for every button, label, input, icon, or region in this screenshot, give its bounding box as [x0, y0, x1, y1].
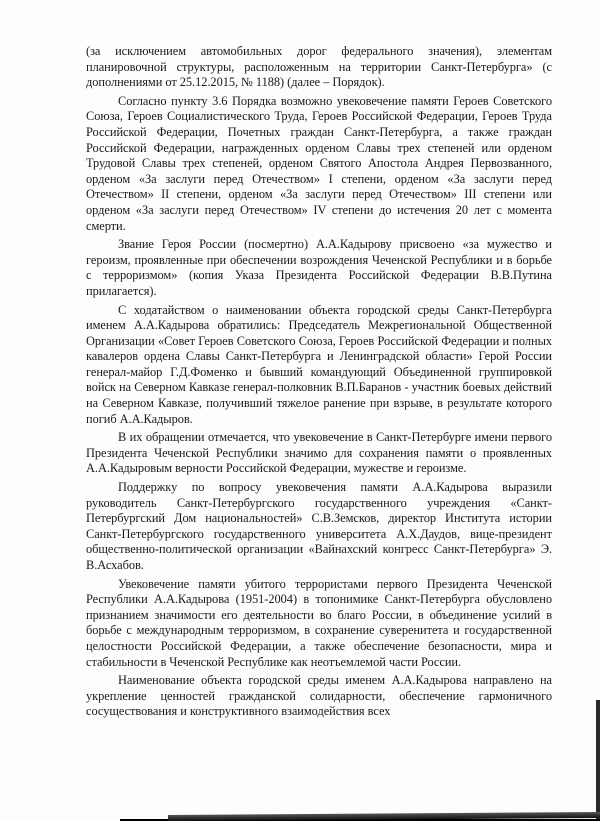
paragraph-1: (за исключением автомобильных дорог федерального значения), элементам планировочной структуры, расположенным на территории Санкт-Петербурга» (с дополнениями от 25.12.2015, № 1188) (далее – Порядок).: [86, 44, 552, 90]
document-body: [86, 44, 552, 723]
paragraph-2: Согласно пункту 3.6 Порядка возможно увековечение памяти Героев Советского Союза, Героев Социалистического Труда, Героев Российской Федерации, Героев Труда Российской Федерации, Почетных граждан Санкт-Петербурга, а также граждан Российской Федерации, награжденных орденом Славы трех степеней или орденом Трудовой Славы трех степеней, орденом Святого Апостола Андрея Первозванного, орденом «За заслуги перед Отечеством» I степени, орденом «За заслуги перед Отечеством» II степени, орденом «За заслуги перед Отечеством» III степени или орденом «За заслуги перед Отечеством» IV степени до истечения 20 лет с момента смерти.: [86, 93, 552, 233]
scan-edge-right: [596, 700, 600, 821]
paragraph-8: Наименование объекта городской среды именем А.А.Кадырова направлено на укрепление ценностей гражданской солидарности, обеспечение гармоничного сосуществования и конструктивного взаимодействия всех: [86, 673, 552, 719]
paragraph-5: В их обращении отмечается, что увековечение в Санкт-Петербурге имени первого Президента Чеченской Республики значимо для сохранения памяти о проявленных А.А.Кадыровым верности Российской Федерации, мужестве и героизме.: [86, 430, 552, 476]
paragraph-3: Звание Героя России (посмертно) А.А.Кадырову присвоено «за мужество и героизм, проявленные при обеспечении возрождения Чеченской Республики и в борьбе с терроризмом» (копия Указа Президента Российской Федерации В.В.Путина прилагается).: [86, 237, 552, 298]
paragraph-7: Увековечение памяти убитого террористами первого Президента Чеченской Республики А.А.Кадырова (1951-2004) в топонимике Санкт-Петербурга обусловлено признанием значимости его деятельности во благо России, в объединение усилий в борьбе с международным терроризмом, в сохранение суверенитета и государственной целостности Российской Федерации, а также обеспечение безопасности, мира и стабильности в Чеченской Республике как неотъемлемой части России.: [86, 576, 552, 669]
paragraph-4: С ходатайством о наименовании объекта городской среды Санкт-Петербурга именем А.А.Кадырова обратились: Председатель Межрегиональной Общественной Организации «Совет Героев Советского Союза, Героев Российской Федерации и полных кавалеров ордена Славы Санкт-Петербурга и Ленинградской области» Герой России генерал-майор Г.Д.Фоменко и бывший командующий Объединенной группировкой войск на Северном Кавказе генерал-полковник В.П.Баранов - участник боевых действий на Северном Кавказе, получивший тяжелое ранение при взрыве, в результате которого погиб А.А.Кадыров.: [86, 302, 552, 426]
paragraph-6: Поддержку по вопросу увековечения памяти А.А.Кадырова выразили руководитель Санкт-Петербургского государственного учреждения «Санкт-Петербургский Дом национальностей» С.В.Земсков, директор Института истории Санкт-Петербургского государственного университета А.Х.Даудов, вице-президент общественно-политической организации «Вайнахский конгресс Санкт-Петербурга» Э. В.Асхабов.: [86, 480, 552, 572]
